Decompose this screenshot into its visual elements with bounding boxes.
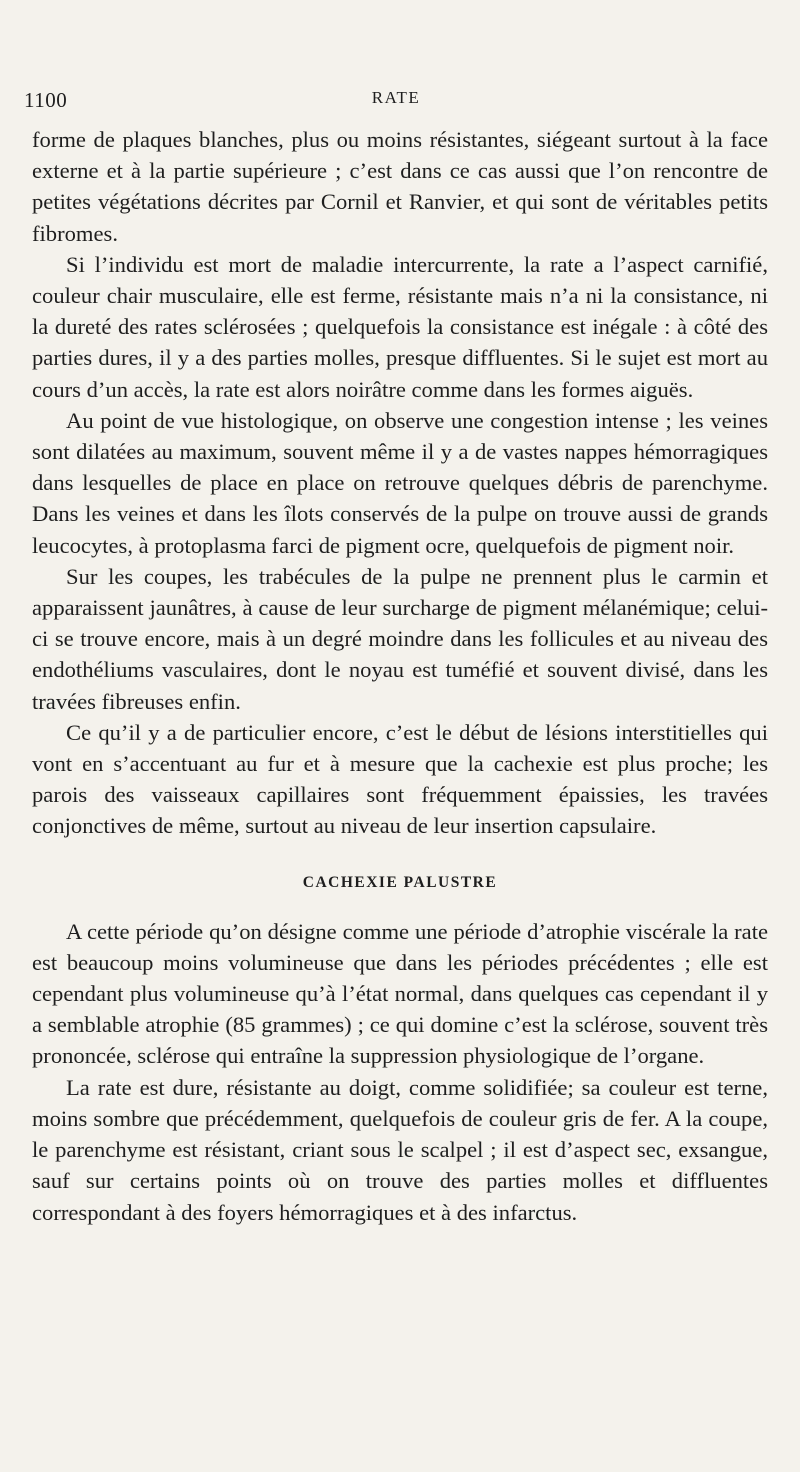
paragraph-hard-spleen: La rate est dure, résistante au doigt, comme solidifiée; sa couleur est terne, moins sombre que précédemment, quelquefois de couleur gris de fer. A la coupe, le parenchyme est résistant, criant sous le scalpel ; il est d’aspect sec, exsangue, sauf sur certains points où on trouve des parties molles et diffluentes correspondant à des foyers hémorragiques et à des infarctus. <box>32 1074 768 1225</box>
page-number: 1100 <box>24 88 68 112</box>
paragraph-interstitial-lesions: Ce qu’il y a de particulier encore, c’est le début de lésions interstitielles qui vont en s’accentuant au fur et à mesure que la cachexie est plus proche; les parois des vaisseaux capillaires sont fréquemment épaissies, les travées conjonctives de même, surtout au niveau de leur insertion capsulaire. <box>32 719 768 839</box>
paragraph-sections: Sur les coupes, les trabécules de la pulpe ne prennent plus le carmin et apparaissent jaunâtres, à cause de leur surcharge de pigment mélanémique; celui-ci se trouve encore, mais à un degré moindre dans les follicules et au niveau des endothéliums vasculaires, dont le noyau est tuméfié et souvent divisé, dans les travées fibreuses enfin. <box>32 563 768 714</box>
paragraph-intercurrent-disease: Si l’individu est mort de maladie intercurrente, la rate a l’aspect carnifié, couleur chair musculaire, elle est ferme, résistante mais n’a ni la consistance, ni la dureté des rates sclérosées ; quelquefois la consistance est inégale : à côté des parties dures, il y a des parties molles, presque diffluentes. Si le sujet est mort au cours d’un accès, la rate est alors noirâtre comme dans les formes aiguës. <box>32 251 768 402</box>
paragraph-atrophy: A cette période qu’on désigne comme une période d’atrophie viscérale la rate est beaucoup moins volumineuse que dans les périodes précédentes ; elle est cependant plus volumineuse qu’à l’état normal, dans quelques cas cependant il y a semblable atrophie (85 grammes) ; ce qui domine c’est la sclérose, souvent très prononcée, sclérose qui entraîne la suppression physiologique de l’organe. <box>32 918 768 1069</box>
paragraph-histology: Au point de vue histologique, on observe une congestion intense ; les veines sont dilatées au maximum, souvent même il y a de vastes nappes hémorragiques dans lesquelles de place en place on retrouve quelques débris de parenchyme. Dans les veines et dans les îlots conservés de la pulpe on trouve aussi de grands leucocytes, à protoplasma farci de pigment ocre, quelquefois de pigment noir. <box>32 407 768 558</box>
page-header <box>24 88 768 116</box>
page-body <box>32 124 768 1228</box>
running-title: RATE <box>371 88 421 107</box>
paragraph-continued: forme de plaques blanches, plus ou moins résistantes, siégeant surtout à la face externe et à la partie supérieure ; c’est dans ce cas aussi que l’on rencontre de petites végétations décrites par Cornil et Ranvier, et qui sont de véritables petits fibromes. <box>32 127 768 246</box>
section-heading: CACHEXIE PALUSTRE <box>302 873 498 891</box>
